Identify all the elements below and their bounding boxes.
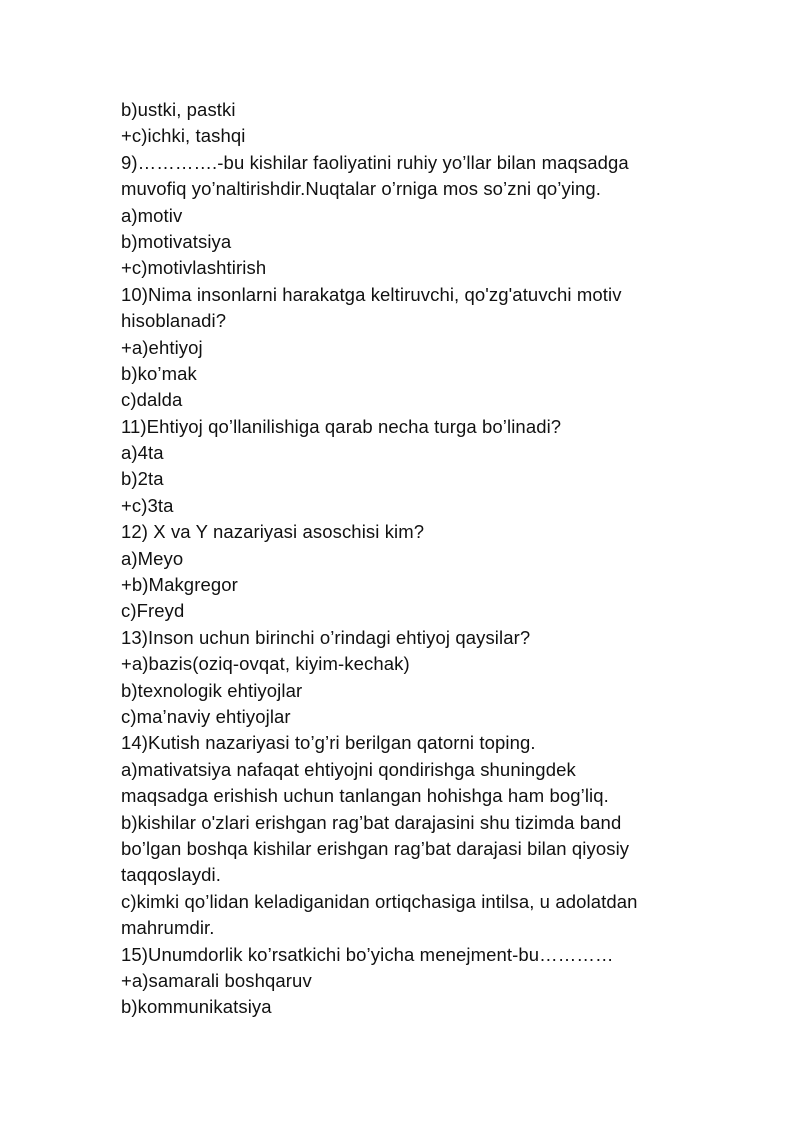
text-line: 13)Inson uchun birinchi o’rindagi ehtiyoj qaysilar? (121, 626, 531, 648)
text-line: muvofiq yo’naltirishdir.Nuqtalar o’rniga mos so’zni qo’ying. (121, 178, 602, 200)
text-line: a)motiv (121, 204, 183, 226)
text-line: b)kishilar o'zlari erishgan rag’bat darajasini shu tizimda band (121, 811, 622, 833)
text-line: 10)Nima insonlarni harakatga keltiruvchi, qo'zg'atuvchi motiv (121, 283, 622, 305)
text-line: +a)bazis(oziq-ovqat, kiyim-kechak) (121, 653, 410, 675)
text-line: +c)motivlashtirish (121, 257, 267, 279)
text-line: c)kimki qo’lidan keladiganidan ortiqchasiga intilsa, u adolatdan (121, 890, 638, 912)
text-line: 15)Unumdorlik ko’rsatkichi bo’yicha menejment-bu………… (121, 943, 614, 965)
text-line: b)ustki, pastki (121, 99, 236, 120)
text-line: +a)ehtiyoj (121, 336, 203, 358)
text-line: 14)Kutish nazariyasi to’g’ri berilgan qatorni toping. (121, 732, 536, 754)
text-line: +c)3ta (121, 494, 174, 516)
text-line: b)2ta (121, 468, 164, 490)
text-line: hisoblanadi? (121, 310, 227, 332)
text-line: 9)………….-bu kishilar faoliyatini ruhiy yo’llar bilan maqsadga (121, 151, 629, 173)
text-line: b)texnologik ehtiyojlar (121, 679, 303, 701)
text-line: 12) X va Y nazariyasi asoschisi kim? (121, 521, 425, 543)
text-line: b)motivatsiya (121, 230, 232, 252)
document-body (121, 97, 721, 1021)
text-line: +c)ichki, tashqi (121, 125, 246, 147)
text-line: mahrumdir. (121, 917, 215, 939)
text-line: bo’lgan boshqa kishilar erishgan rag’bat darajasi bilan qiyosiy (121, 837, 630, 859)
text-line: a)Meyo (121, 547, 184, 569)
text-line: c)dalda (121, 389, 183, 411)
text-line: +a)samarali boshqaruv (121, 969, 312, 991)
text-line: b)ko’mak (121, 362, 197, 384)
text-line: a)mativatsiya nafaqat ehtiyojni qondirishga shuningdek (121, 758, 576, 780)
text-line: c)Freyd (121, 600, 185, 622)
text-line: maqsadga erishish uchun tanlangan hohishga ham bog’liq. (121, 785, 609, 807)
text-line: b)kommunikatsiya (121, 996, 272, 1018)
text-line: c)ma’naviy ehtiyojlar (121, 705, 291, 727)
text-line: taqqoslaydi. (121, 864, 221, 886)
text-line: +b)Makgregor (121, 574, 238, 596)
text-line: 11)Ehtiyoj qo’llanilishiga qarab necha turga bo’linadi? (121, 415, 562, 437)
text-line: a)4ta (121, 442, 164, 464)
